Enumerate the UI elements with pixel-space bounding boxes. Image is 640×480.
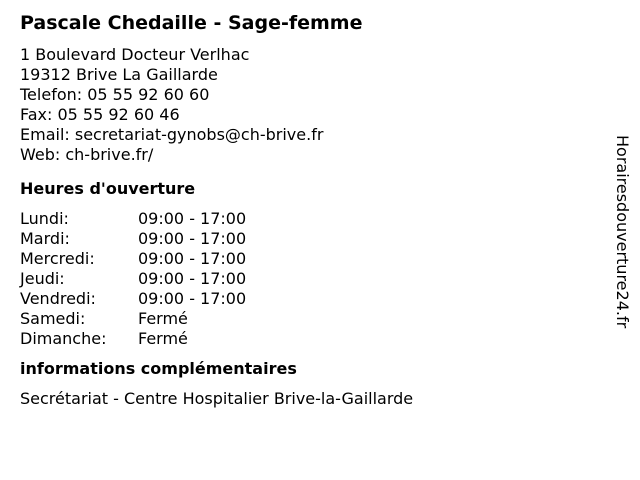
day-hours: Fermé: [138, 309, 188, 328]
hours-row: [20, 289, 590, 309]
hours-row: [20, 309, 590, 329]
day-label: Samedi:: [20, 309, 86, 328]
day-hours: 09:00 - 17:00: [138, 289, 247, 308]
contact-block: [20, 45, 590, 165]
hours-row: [20, 229, 590, 249]
hours-title: Heures d'ouverture: [20, 179, 196, 198]
hours-row: [20, 249, 590, 269]
day-label: Lundi:: [20, 209, 69, 228]
day-label: Jeudi:: [20, 269, 65, 288]
day-hours: 09:00 - 17:00: [138, 269, 247, 288]
day-label: Mercredi:: [20, 249, 95, 268]
business-name: Pascale Chedaille - Sage-femme: [20, 12, 363, 34]
day-hours: 09:00 - 17:00: [138, 209, 247, 228]
fax-line: Fax: 05 55 92 60 46: [20, 105, 180, 124]
web-line: Web: ch-brive.fr/: [20, 145, 154, 164]
day-hours: 09:00 - 17:00: [138, 229, 247, 248]
hours-table: [20, 209, 590, 349]
business-card: [20, 10, 590, 409]
phone-line: Telefon: 05 55 92 60 60: [20, 85, 210, 104]
info-title: informations complémentaires: [20, 359, 297, 378]
day-hours: 09:00 - 17:00: [138, 249, 247, 268]
day-label: Vendredi:: [20, 289, 96, 308]
hours-row: [20, 269, 590, 289]
email-line: Email: secretariat-gynobs@ch-brive.fr: [20, 125, 324, 144]
info-text: Secrétariat - Centre Hospitalier Brive-la-Gaillarde: [20, 389, 414, 408]
day-label: Dimanche:: [20, 329, 107, 348]
day-hours: Fermé: [138, 329, 188, 348]
address-line-2: 19312 Brive La Gaillarde: [20, 65, 218, 84]
hours-row: [20, 329, 590, 349]
day-label: Mardi:: [20, 229, 70, 248]
site-watermark: Horairesdouverture24.fr: [613, 135, 632, 329]
hours-row: [20, 209, 590, 229]
address-line-1: 1 Boulevard Docteur Verlhac: [20, 45, 250, 64]
